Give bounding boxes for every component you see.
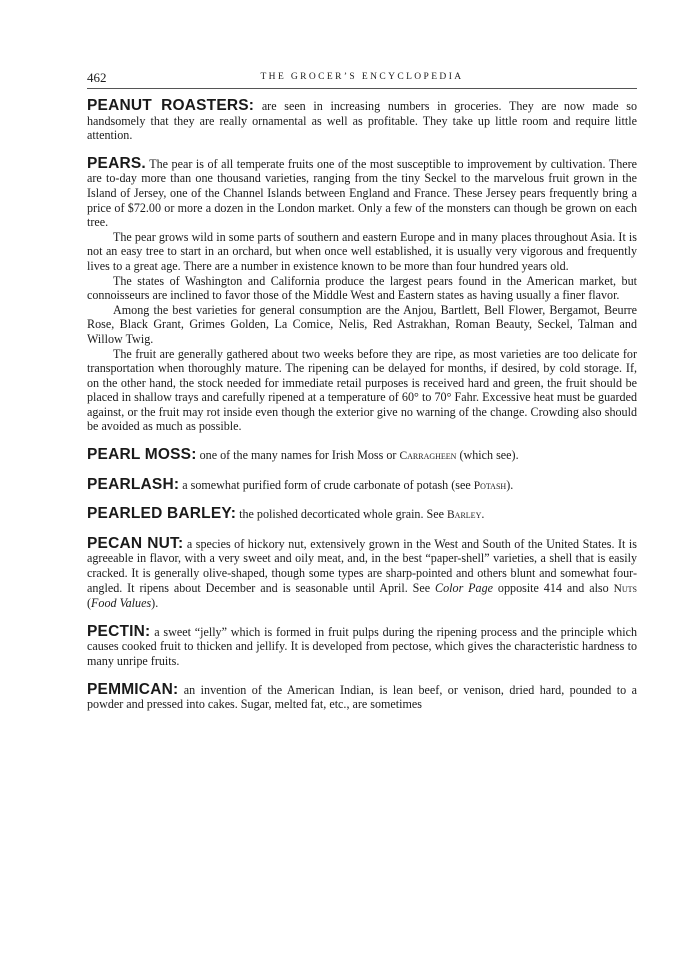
headword-pears: PEARS. [87,154,146,172]
cross-reference: Potash [473,479,507,492]
entry-pemmican [87,680,637,712]
pears-paragraph-4: Among the best varieties for general consumption are the Anjou, Bartlett, Bell Flower, Bergamot, Beurre Rose, Black Grant, Grimes Golden, La Comice, Nelis, Red Astrakhan, Roman Beauty, Seckel, Talman and Willow Twig. [87,302,637,346]
pears-paragraph-5: The fruit are generally gathered about two weeks before they are ripe, as most varieties are too delicate for transportation when thoroughly mature. The ripening can be delayed for months, if desired, by cold storage. If, on the other hand, the stock needed for immediate retail purposes is received hard and green, the fruit should be placed in shallow trays and carefully ripened at a temperature of 60° to 70° Fahr. Excessive heat must be guarded against, or the fruit may rot inside even though the exterior give no warning of the change. Crowding also should be avoided as much as possible. [87,346,637,434]
cross-reference: Barley [447,509,482,522]
definition-text: an invention of the American Indian, is lean beef, or venison, dried hard, pounded to a powder and pressed into cakes. Sugar, melted fat, etc., are sometimes [87,682,637,712]
cross-reference: Nuts [613,582,637,595]
definition-text: . [481,507,485,522]
cross-reference-italic: Food Values [91,596,152,611]
page-number: 462 [87,70,107,85]
definition-text: are seen in increasing numbers in groceries. They are now made so handsomely that they are really ornamental as well as profitable. They take up little room and require little attention. [87,99,637,143]
entry-pearled-barley [87,507,637,523]
headword-pearl-moss: PEARL MOSS: [87,446,197,464]
entry-pearlash [87,475,637,494]
definition-text: ). [151,596,159,611]
pears-paragraph-2: The pear grows wild in some parts of southern and eastern Europe and in many places throughout Asia. It is not an easy tree to start in an orchard, but when once well established, it is usually very vigorous and frequently lives to a great age. There are a number in existence known to be more than four hundred years old. [87,229,637,273]
book-page [87,68,637,726]
definition-text: a species of hickory nut, extensively grown in the West and South of the United States. It is agreeable in flavor, with a very sweet and oily meat, and, in the best “paper-shell” varieties, a shell that is easily cracked. It is generally olive-shaped, though some types are sharp-pointed and others blunt and somewhat four-angled. It ripens about December and is seasonable until April. See [87,536,637,595]
entry-pecan-nut [87,534,637,611]
definition-text: a sweet “jelly” which is formed in fruit pulps during the ripening process and the principle which causes cooked fruit to thicken and jellify. It is developed from pectose, which gives the characteristic hardness to many unripe fruits. [87,624,637,668]
headword-pectin: PECTIN: [87,622,151,640]
headword-pearlash: PEARLASH: [87,475,180,493]
entry-peanut-roasters [87,99,637,143]
book-title-header: THE GROCER’S ENCYCLOPEDIA [260,72,464,82]
cross-reference-italic: Color Page [435,580,494,595]
entry-pectin [87,622,637,669]
definition-text: (which see). [456,448,519,463]
definition-text: the polished decorticated whole grain. See [236,507,448,522]
definition-text: a somewhat purified form of crude carbonate of potash (see [179,477,474,492]
entry-pearl-moss [87,448,637,464]
headword-peanut-roasters: PEANUT ROASTERS: [87,97,255,114]
headword-pearled-barley: PEARLED BARLEY: [87,505,237,523]
running-header [87,68,637,89]
definition-text: opposite 414 and also [493,580,614,595]
pears-paragraph-1: The pear is of all temperate fruits one of the most susceptible to improvement by cultivation. There are to-day more than one thousand varieties, ranging from the tiny Seckel to the marvelous fruit grown in the Island of Jersey, one of the Channel Islands between England and France. These Jersey pears frequently bring a price of $72.00 or more a dozen in the London market. Only a few of the monsters can though be grown on each tree. [87,156,637,230]
headword-pemmican: PEMMICAN: [87,680,179,698]
pears-paragraph-3: The states of Washington and California produce the largest pears found in the American market, but connoisseurs are inclined to favor those of the Middle West and Eastern states as having usually a finer flavor. [87,273,637,303]
entry-pears [87,154,637,434]
definition-text: one of the many names for Irish Moss or [196,448,400,463]
headword-pecan-nut: PECAN NUT: [87,534,184,552]
definition-text: ). [506,477,514,492]
cross-reference: Carragheen [399,450,457,463]
definition-text: ( [87,596,92,611]
